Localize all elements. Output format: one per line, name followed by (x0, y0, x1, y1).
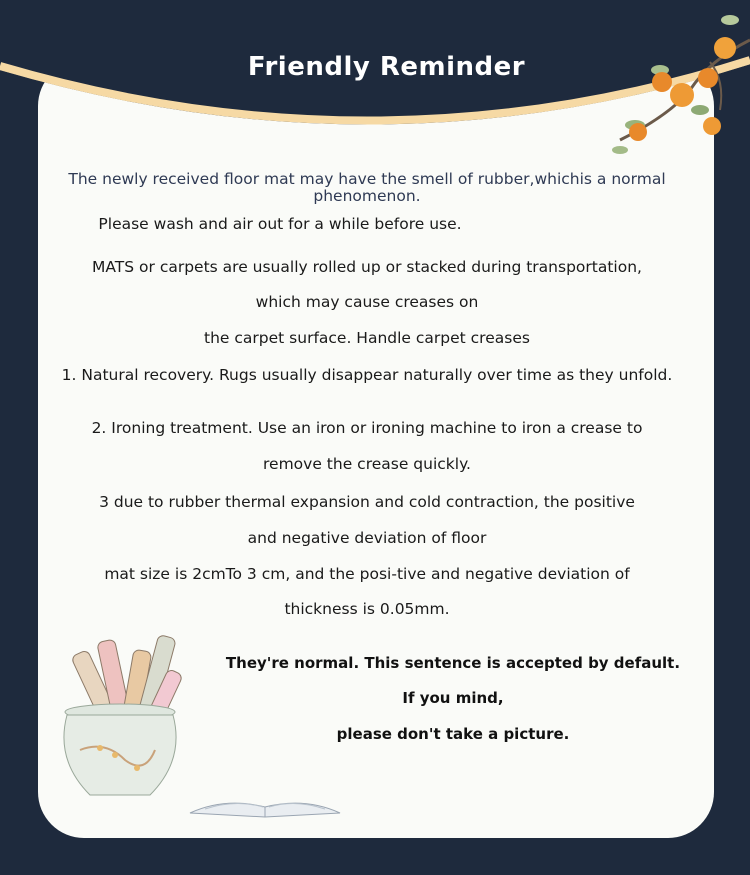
text-line-2: Please wash and air out for a while before use. (98, 215, 462, 233)
vase-with-rolled-mats-illustration (55, 630, 195, 810)
page-title: Friendly Reminder (247, 52, 526, 82)
text-line-11: mat size is 2cmTo 3 cm, and the posi-tive and negative deviation of (104, 565, 630, 583)
text-line-3: MATS or carpets are usually rolled up or stacked during transportation, (92, 258, 642, 276)
text-line-9: 3 due to rubber thermal expansion and cold contraction, the positive (99, 493, 635, 511)
closing-line-3: please don't take a picture. (336, 725, 570, 743)
text-line-6: 1. Natural recovery. Rugs usually disappear naturally over time as they unfold. (61, 366, 673, 384)
persimmon-branch-illustration (600, 0, 750, 160)
text-line-10: and negative deviation of floor (247, 529, 487, 547)
closing-line-2: If you mind, (402, 689, 504, 707)
text-line-7: 2. Ironing treatment. Use an iron or ironing machine to iron a crease to (91, 419, 643, 437)
text-line-8: remove the crease quickly. (263, 455, 471, 473)
text-line-4: which may cause creases on (255, 293, 479, 311)
text-line-12: thickness is 0.05mm. (284, 600, 450, 618)
closing-line-1: They're normal. This sentence is accepted by default. (225, 654, 681, 672)
open-book-illustration (185, 785, 345, 820)
text-line-1: The newly received floor mat may have the smell of rubber,whichis a normal phenomenon. (68, 170, 666, 205)
text-line-5: the carpet surface. Handle carpet creases (204, 329, 530, 347)
